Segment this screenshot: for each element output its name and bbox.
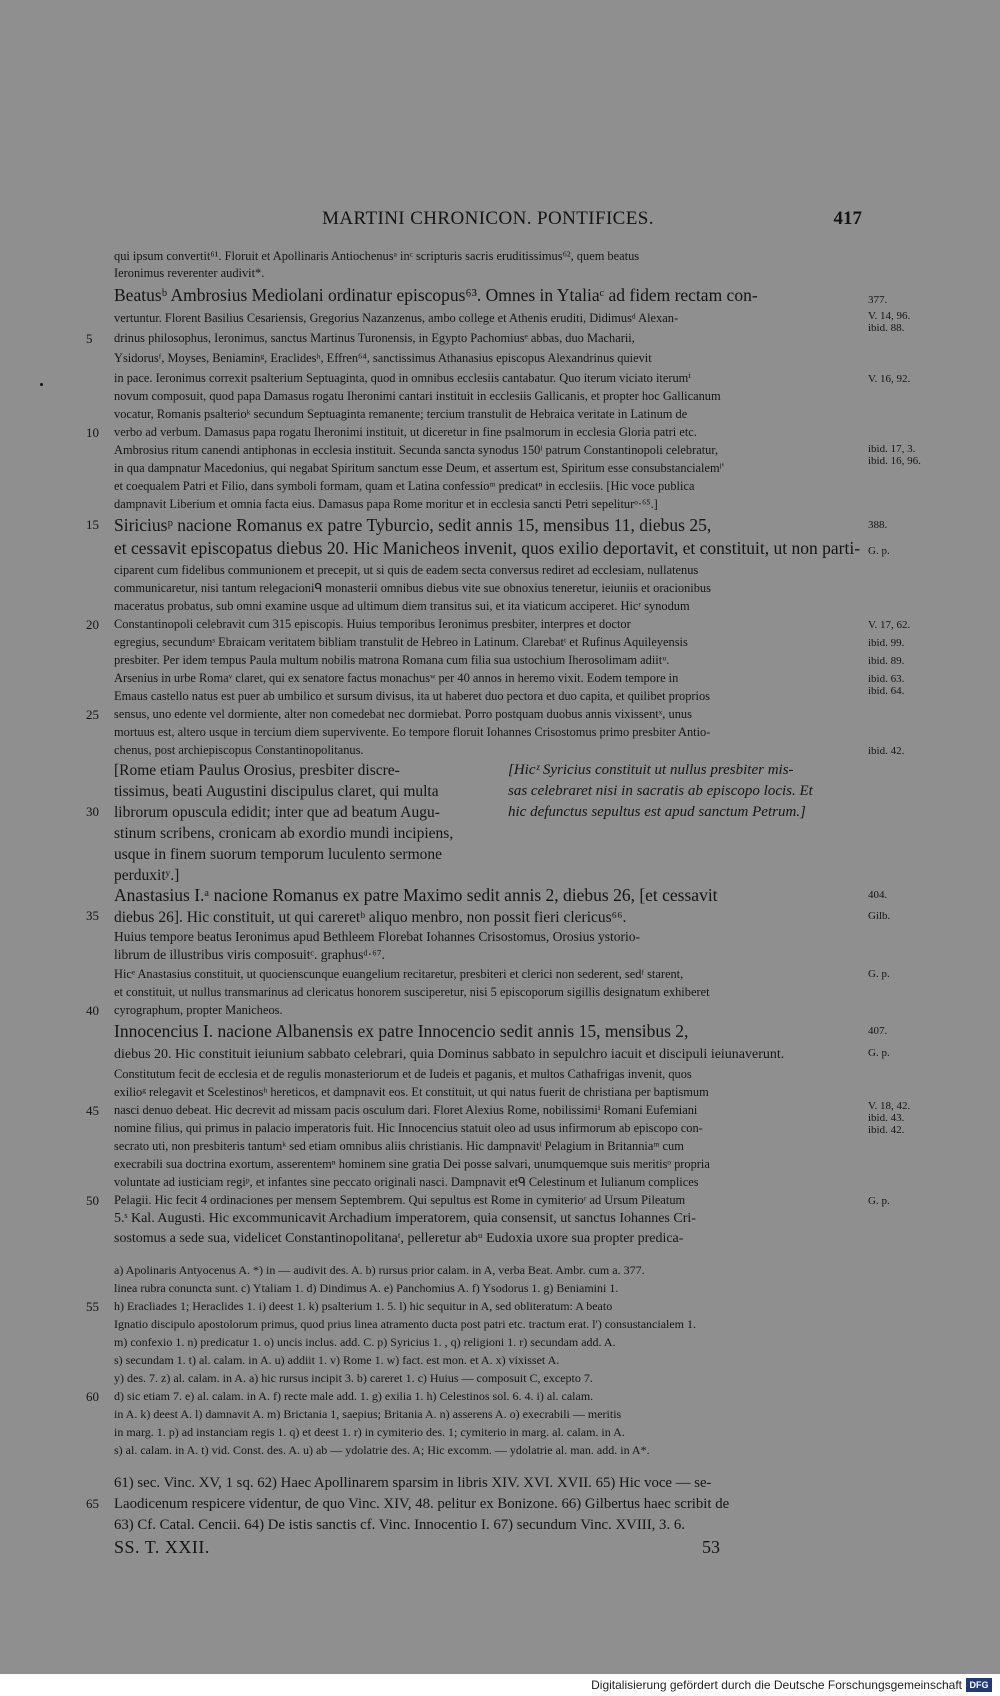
margin-reference: Gilb.	[868, 910, 891, 922]
line-number: 25	[86, 707, 99, 722]
footnote-line: d) sic etiam 7. e) al. calam. in A. f) recte male add. 1. g) exilia 1. h) Celestinos sol. 6. 4. i) al. calam.	[114, 1389, 594, 1403]
text-line: mortuus est, altero usque in tercium diem supervivente. Eo tempore floruit Iohannes Crisostomus primo presbiter Antio-	[114, 725, 711, 739]
text-line: Ieronimus reverenter audivit*.	[114, 266, 265, 280]
margin-reference: V. 14, 96. ibid. 88.	[868, 310, 911, 334]
footnote-line: in marg. 1. p) ad instanciam regis 1. q) et deest 1. r) in cymiterio des. 1; cymiterio in marg. al. calam. in A.	[114, 1425, 625, 1439]
footnote-line: in A. k) deest A. l) damnavit A. m) Brictania 1, saepius; Britania A. n) asserens A. o) execrabili — meritis	[114, 1407, 622, 1421]
text-line: sensus, uno edente vel dormiente, alter non comedebat nec dormiebat. Porro postquam duobus annis vixissentˣ, unus	[114, 707, 692, 721]
text-line: 5.ˢ Kal. Augusti. Hic excommunicavit Archadium imperatorem, quia consensit, ut sanctus Iohannes Cri-	[114, 1211, 696, 1226]
digitization-bar	[0, 1674, 1000, 1696]
margin-reference: V. 16, 92.	[868, 373, 911, 385]
line-number: 20	[86, 617, 99, 632]
text-line: sas celebraret nisi in sacratis ab episcopo locis. Et	[508, 783, 813, 799]
text-line: dampnavit Liberium et omnia facta eius. Damasus papa Rome moritur et in ecclesia sancti Petri sepeliturᵒ·⁶⁵.]	[114, 497, 658, 511]
text-line: Huius tempore beatus Ieronimus apud Bethleem Florebat Iohannes Crisostomus, Orosius ystorio-	[114, 929, 641, 944]
margin-reference: V. 17, 62.	[868, 619, 911, 631]
line-number: 30	[86, 804, 99, 819]
text-line: Ambrosius ritum canendi antiphonas in ecclesia instituit. Secunda sancta synodus 150ˡ patrum Constantinopoli celebratur,	[114, 443, 719, 457]
text-line: maceratus probatus, sub omni examine usque ad ultimum diem transitus sui, et ita viaticum acciperet. Hicʳ synodum	[114, 599, 690, 613]
margin-reference: G. p.	[868, 968, 890, 980]
text-line: diebus 20. Hic constituit ieiunium sabbato celebrari, quia Dominus sabbato in sepulchro iacuit et discipuli ieiunaverunt.	[114, 1047, 785, 1062]
margin-reference: ibid. 99.	[868, 637, 905, 649]
line-number: 40	[86, 1003, 99, 1018]
text-line: communicaretur, nisi tantum relegacioniᑫ monasterii omnibus diebus vite sue obnoxius teneretur, ieiuniis et oracionibus	[114, 581, 711, 595]
text-line: librum de illustribus viris composuitᶜ. graphusᵈ·⁶⁷.	[114, 947, 385, 962]
footnote-line: s) secundam 1. t) al. calam. in A. u) addiit 1. v) Rome 1. w) fact. est mon. et A. x) vixisset A.	[114, 1353, 560, 1367]
text-line: in qua dampnatur Macedonius, qui negabat Spiritum sanctum esse Deum, et assertum est, Spiritum esse consubstancialemˡ'	[114, 461, 724, 475]
text-line: verbo ad verbum. Damasus papa rogatu Iheronimi instituit, ut diceretur in fine psalmorum in ecclesia Gloria patri etc.	[114, 425, 697, 439]
line-number: 45	[86, 1103, 99, 1118]
text-line: hic defunctus sepultus est apud sanctum Petrum.]	[508, 804, 806, 820]
line-number: 60	[86, 1389, 99, 1404]
margin-reference: 407.	[868, 1025, 888, 1037]
text-line: et coequalem Patri et Filio, dans symboli formam, quam et Latina confessioᵐ predicatⁿ in ecclesiis. [Hic voce publica	[114, 479, 695, 493]
text-line: in pace. Ieronimus correxit psalterium Septuaginta, quod in omnibus ecclesiis cantabatur. Quo iterum viciato iterumⁱ	[114, 371, 691, 385]
scan-speck	[40, 383, 43, 386]
footnote-line: y) des. 7. z) al. calam. in A. a) hic rursus incipit 3. b) careret 1. c) Huius — composuit C, excepto 7.	[114, 1371, 593, 1385]
sheet-number: 53	[702, 1537, 720, 1557]
line-number: 55	[86, 1299, 99, 1314]
text-line: chenus, post archiepiscopus Constantinopolitanus.	[114, 743, 364, 757]
volume-signature: SS. T. XXII.	[114, 1537, 210, 1557]
text-line: Constantinopoli celebravit cum 315 episcopis. Huius temporibus Ieronimus presbiter, interpres et doctor	[114, 617, 631, 631]
footnote-line: linea rubra conuncta sunt. c) Ytaliam 1. d) Dindimus A. e) Panchomius A. f) Ysodorus 1. g) Beniamini 1.	[114, 1281, 619, 1295]
entry-heading-anastasius: Anastasius I.ᵃ nacione Romanus ex patre Maximo sedit annis 2, diebus 26, [et cessavit	[114, 885, 718, 905]
line-number: 65	[86, 1496, 99, 1511]
margin-reference: G. p.	[868, 1047, 890, 1059]
text-line: Emaus castello natus est puer ab umbilico et sursum divisus, ita ut haberet duo pectora et duo capita, et quilibet proprios	[114, 689, 710, 703]
line-number: 5	[86, 331, 93, 346]
footnote-line: Ignatio discipulo apostolorum primus, quod prius linea atramento ducta post patri etc. tractum erat. l') consustancialem 1.	[114, 1317, 697, 1331]
text-line: secrato uti, non presbiteris tantumᵏ sed etiam omnibus aliis christianis. Hic dampnavitˡ Pelagium in Britanniaᵐ cum	[114, 1139, 684, 1153]
margin-reference: 388.	[868, 519, 888, 531]
text-line: qui ipsum convertit⁶¹. Floruit et Apollinaris Antiochenusᵃ inᶜ scripturis sacris eruditissimus⁶², quem beatus	[114, 249, 640, 263]
entry-heading-siricius: Siriciusᵖ nacione Romanus ex patre Tyburcio, sedit annis 15, mensibus 11, diebus 25,	[114, 515, 712, 535]
footnote-line: h) Eracliades 1; Heraclides 1. i) deest 1. k) psalterium 1. 5. l) hic sequitur in A, sed obliteratum: A beato	[114, 1299, 613, 1313]
line-number: 10	[86, 425, 99, 440]
margin-reference: 404.	[868, 889, 888, 901]
entry-heading-innocencius: Innocencius I. nacione Albanensis ex patre Innocencio sedit annis 15, mensibus 2,	[114, 1021, 689, 1041]
text-line: ciparent cum fidelibus communionem et precepit, ut si quis de eadem secta conversus rediret ad ecclesiam, nullatenus	[114, 563, 699, 577]
text-line: presbiter. Per idem tempus Paula multum nobilis matrona Romana cum filia sua ustochium Iherosolimam adiitᵘ.	[114, 653, 670, 667]
text-line: novum composuit, quod papa Damasus rogatu Iheronimi cantari instituit in ecclesiis Gallicanis, et propter hoc Gallicanum	[114, 389, 721, 403]
orosius-passage	[114, 760, 494, 886]
text-line: diebus 26]. Hic constituit, ut qui careretᵇ aliquo menbro, non possit fieri clericus⁶⁶.	[114, 909, 627, 926]
note-line: 61) sec. Vinc. XV, 1 sq. 62) Haec Apollinarem sparsim in libris XIV. XVI. XVII. 65) Hic voce — se-	[114, 1475, 712, 1491]
running-title: MARTINI CHRONICON. PONTIFICES.	[322, 208, 654, 229]
siricius-side-note	[508, 760, 862, 823]
text-line: voluntate ad iusticiam regiᵖ, et infantes sine peccato originali nasci. Dampnavit etᑫ Celestinum et Iulianum complices	[114, 1175, 699, 1189]
page-number: 417	[833, 208, 862, 229]
text-line: et constituit, ut nullus transmarinus ad clericatus honorem susciperetur, nisi 5 episcoporum sigillis designatum exhiberet	[114, 985, 710, 999]
margin-reference: ibid. 17, 3. ibid. 16, 96.	[868, 443, 921, 467]
text-line: Arsenius in urbe Romaᵛ claret, qui ex senatore factus monachusʷ per 40 annos in heremo vixit. Eodem tempore in	[114, 671, 679, 685]
dfg-credit: Digitalisierung gefördert durch die Deutsche Forschungsgemeinschaft	[591, 1678, 962, 1692]
text-line: librorum opuscula edidit; inter que ad beatum Augu-	[114, 804, 440, 821]
text-line: stinum scribens, cronicam ab exordio mundi incipiens,	[114, 825, 454, 842]
text-line: drinus philosophus, Ieronimus, sanctus Martinus Turonensis, in Egypto Pachomiusᵉ abbas, duo Macharii,	[114, 331, 635, 345]
footnote-line: m) confexio 1. n) predicatur 1. o) uncis inclus. add. C. p) Syricius 1. , q) religioni 1. r) secundam add. A.	[114, 1335, 616, 1349]
line-number: 35	[86, 908, 99, 923]
text-line: Ysidorusᶠ, Moyses, Beniaminᵍ, Eraclidesʰ, Effren⁶⁴, sanctissimus Athanasius episcopus Alexandrinus quievit	[114, 351, 652, 365]
entry-heading-ambrosius: Beatusᵇ Ambrosius Mediolani ordinatur episcopus⁶³. Omnes in Ytaliaᶜ ad fidem rectam con-	[114, 285, 758, 305]
margin-reference: G. p.	[868, 545, 890, 557]
text-line: Constitutum fecit de ecclesia et de regulis monasteriorum et de Iudeis et paganis, et multos Cathafrigas invenit, quos	[114, 1067, 692, 1081]
text-line: et cessavit episcopatus diebus 20. Hic Manicheos invenit, quos exilio deportavit, et constituit, ut non parti-	[114, 538, 861, 558]
page-header	[114, 208, 862, 238]
footnote-line: a) Apolinaris Antyocenus A. *) in — audivit des. A. b) rursus prior calam. in A, verba Beat. Ambr. cum a. 377.	[114, 1263, 645, 1277]
margin-reference: ibid. 89.	[868, 655, 905, 667]
text-line: nomine filius, qui primus in palacio imperatoris fuit. Hic Innocencius statuit oleo ad usus infirmorum ab episcopo con-	[114, 1121, 703, 1135]
note-line: 63) Cf. Catal. Cencii. 64) De istis sanctis cf. Vinc. Innocentio I. 67) secundum Vinc. XVIII, 3. 6.	[114, 1517, 685, 1533]
text-line: perduxitʸ.]	[114, 867, 180, 884]
margin-reference: V. 18, 42. ibid. 43. ibid. 42.	[868, 1100, 911, 1136]
margin-reference: 377.	[868, 294, 888, 306]
text-line: execrabili sua doctrina exortum, asserentemⁿ hominem sine gratia Dei posse salvari, unumquemque suis meritisᵒ propria	[114, 1157, 710, 1171]
text-line: tissimus, beati Augustini discipulus claret, qui multa	[114, 783, 439, 800]
text-line: vocatur, Romanis psalterioᵏ secundum Septuaginta remanente; tercium transtulit de Hebraica veritate in Latinum de	[114, 407, 688, 421]
line-number: 15	[86, 517, 99, 532]
text-line: vertuntur. Florent Basilius Cesariensis, Gregorius Nazanzenus, ambo college et Athenis eruditi, Didimusᵈ Alexan-	[114, 311, 679, 325]
footnote-line: s) al. calam. in A. t) vid. Const. des. A. u) ab — ydolatrie des. A; Hic excomm. — ydolatrie al. man. add. in A*.	[114, 1443, 650, 1457]
text-line: egregius, secundumˢ Ebraicam veritatem bibliam transtulit de Hebreo in Latinum. Clarebatᵗ et Rufinus Aquileyensis	[114, 635, 688, 649]
text-line: sostomus a sede sua, videlicet Constantinopolitanaᵗ, pelleretur abᵘ Eudoxia uxore sua propter predica-	[114, 1231, 684, 1246]
text-line: Hicᵉ Anastasius constituit, ut quocienscunque euangelium recitaretur, presbiteri et clerici non sederent, sedᶠ starent,	[114, 967, 684, 981]
dfg-logo-icon: DFG	[966, 1678, 992, 1692]
margin-reference: ibid. 63. ibid. 64.	[868, 673, 905, 697]
margin-reference: ibid. 42.	[868, 745, 905, 757]
text-line: exilioᵍ relegavit et Scelestinosʰ hereticos, et dampnavit eos. Et constituit, ut qui natus fuerit de christiana per baptismum	[114, 1085, 709, 1099]
line-number: 50	[86, 1193, 99, 1208]
text-line: [Rome etiam Paulus Orosius, presbiter discre-	[114, 762, 400, 779]
note-line: Laodicenum respicere videntur, de quo Vinc. XIV, 48. pelitur ex Bonizone. 66) Gilbertus haec scribit de	[114, 1496, 730, 1512]
text-line: Pelagii. Hic fecit 4 ordinaciones per mensem Septembrem. Qui sepultus est Rome in cymiterioʳ ad Ursum Pileatum	[114, 1193, 686, 1207]
text-line: cyrographum, propter Manicheos.	[114, 1003, 283, 1017]
margin-reference: G. p.	[868, 1195, 890, 1207]
text-line: usque in finem suorum temporum luculento sermone	[114, 846, 443, 863]
text-line: nasci denuo debeat. Hic decrevit ad missam pacis osculum dari. Floret Alexius Rome, nobilissimiⁱ Romani Eufemiani	[114, 1103, 698, 1117]
text-line: [Hicᶻ Syricius constituit ut nullus presbiter mis-	[508, 762, 794, 778]
